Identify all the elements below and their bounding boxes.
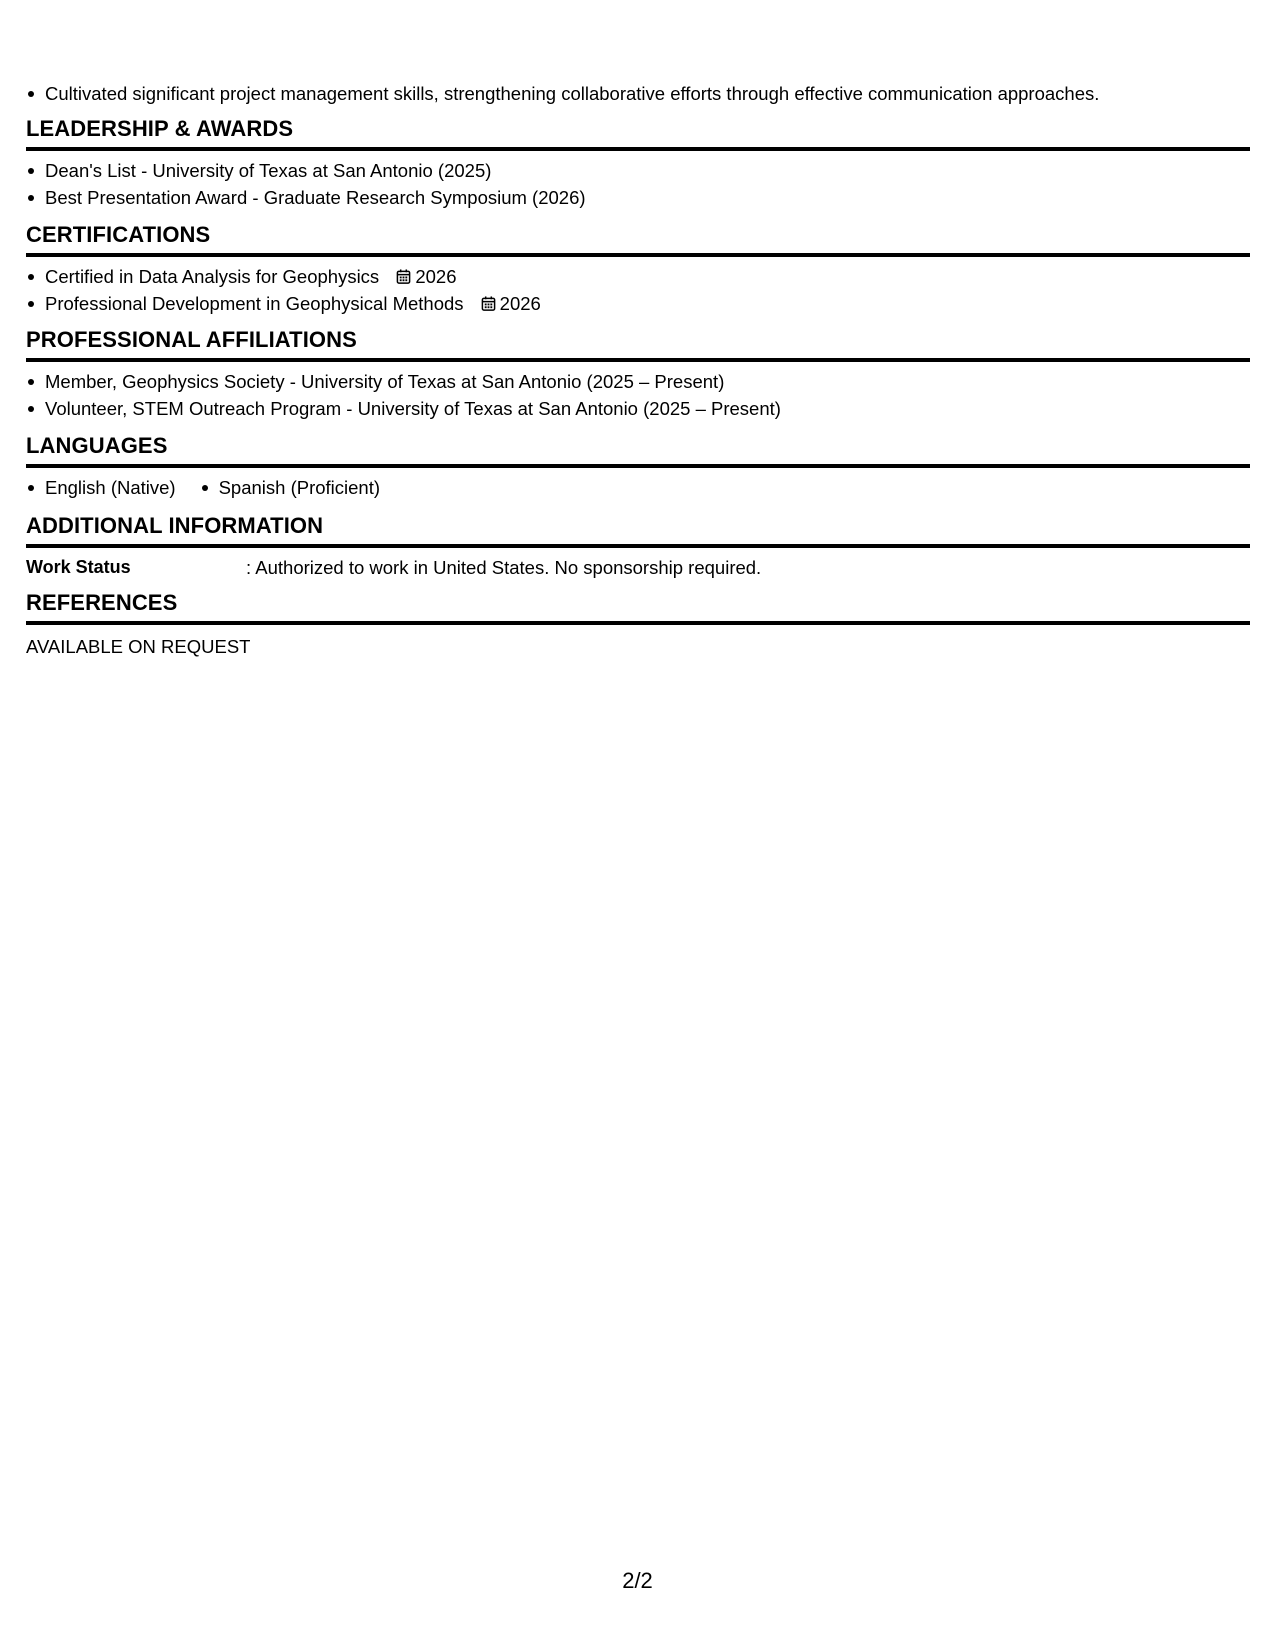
certification-year: 2026 [499, 293, 541, 314]
section-title-additional-info: ADDITIONAL INFORMATION [26, 513, 1250, 548]
additional-info-section [26, 513, 1250, 581]
leadership-item: Dean's List - University of Texas at San Antonio (2025) [26, 157, 1250, 184]
section-title-languages: LANGUAGES [26, 433, 1250, 468]
experience-bullet: Cultivated significant project management skills, strengthening collaborative efforts through effective communication approaches. [26, 80, 1099, 107]
affiliations-section [26, 327, 1250, 422]
leadership-list [26, 157, 1250, 211]
certification-item [26, 263, 1250, 290]
certification-name: Certified in Data Analysis for Geophysics [45, 266, 380, 287]
section-title-leadership: LEADERSHIP & AWARDS [26, 116, 1250, 151]
work-status-value: : Authorized to work in United States. No sponsorship required. [246, 557, 762, 578]
leadership-item: Best Presentation Award - Graduate Research Symposium (2026) [26, 184, 1250, 211]
section-title-affiliations: PROFESSIONAL AFFILIATIONS [26, 327, 1250, 362]
affiliation-item: Volunteer, STEM Outreach Program - University of Texas at San Antonio (2025 – Present) [26, 395, 1250, 422]
calendar-icon [396, 269, 411, 284]
experience-bullet-list [26, 80, 1099, 107]
page-number: 2/2 [622, 1568, 653, 1593]
language-item: Spanish (Proficient) [200, 474, 380, 501]
section-title-certifications: CERTIFICATIONS [26, 222, 1250, 257]
work-status-row [26, 554, 1250, 581]
certification-year: 2026 [415, 266, 457, 287]
certification-item [26, 290, 1250, 317]
work-status-label: Work Status [26, 557, 131, 577]
section-title-references: REFERENCES [26, 590, 1250, 625]
affiliations-list [26, 368, 1250, 422]
certification-name: Professional Development in Geophysical Methods [45, 293, 464, 314]
references-text: AVAILABLE ON REQUEST [26, 636, 251, 657]
certifications-list [26, 263, 1250, 317]
language-item: English (Native) [26, 474, 176, 501]
leadership-section [26, 116, 1250, 211]
references-section [26, 590, 1250, 660]
languages-section [26, 433, 1250, 501]
calendar-icon [481, 296, 496, 311]
certifications-section [26, 222, 1250, 317]
languages-list [26, 474, 1250, 501]
affiliation-item: Member, Geophysics Society - University of Texas at San Antonio (2025 – Present) [26, 368, 1250, 395]
